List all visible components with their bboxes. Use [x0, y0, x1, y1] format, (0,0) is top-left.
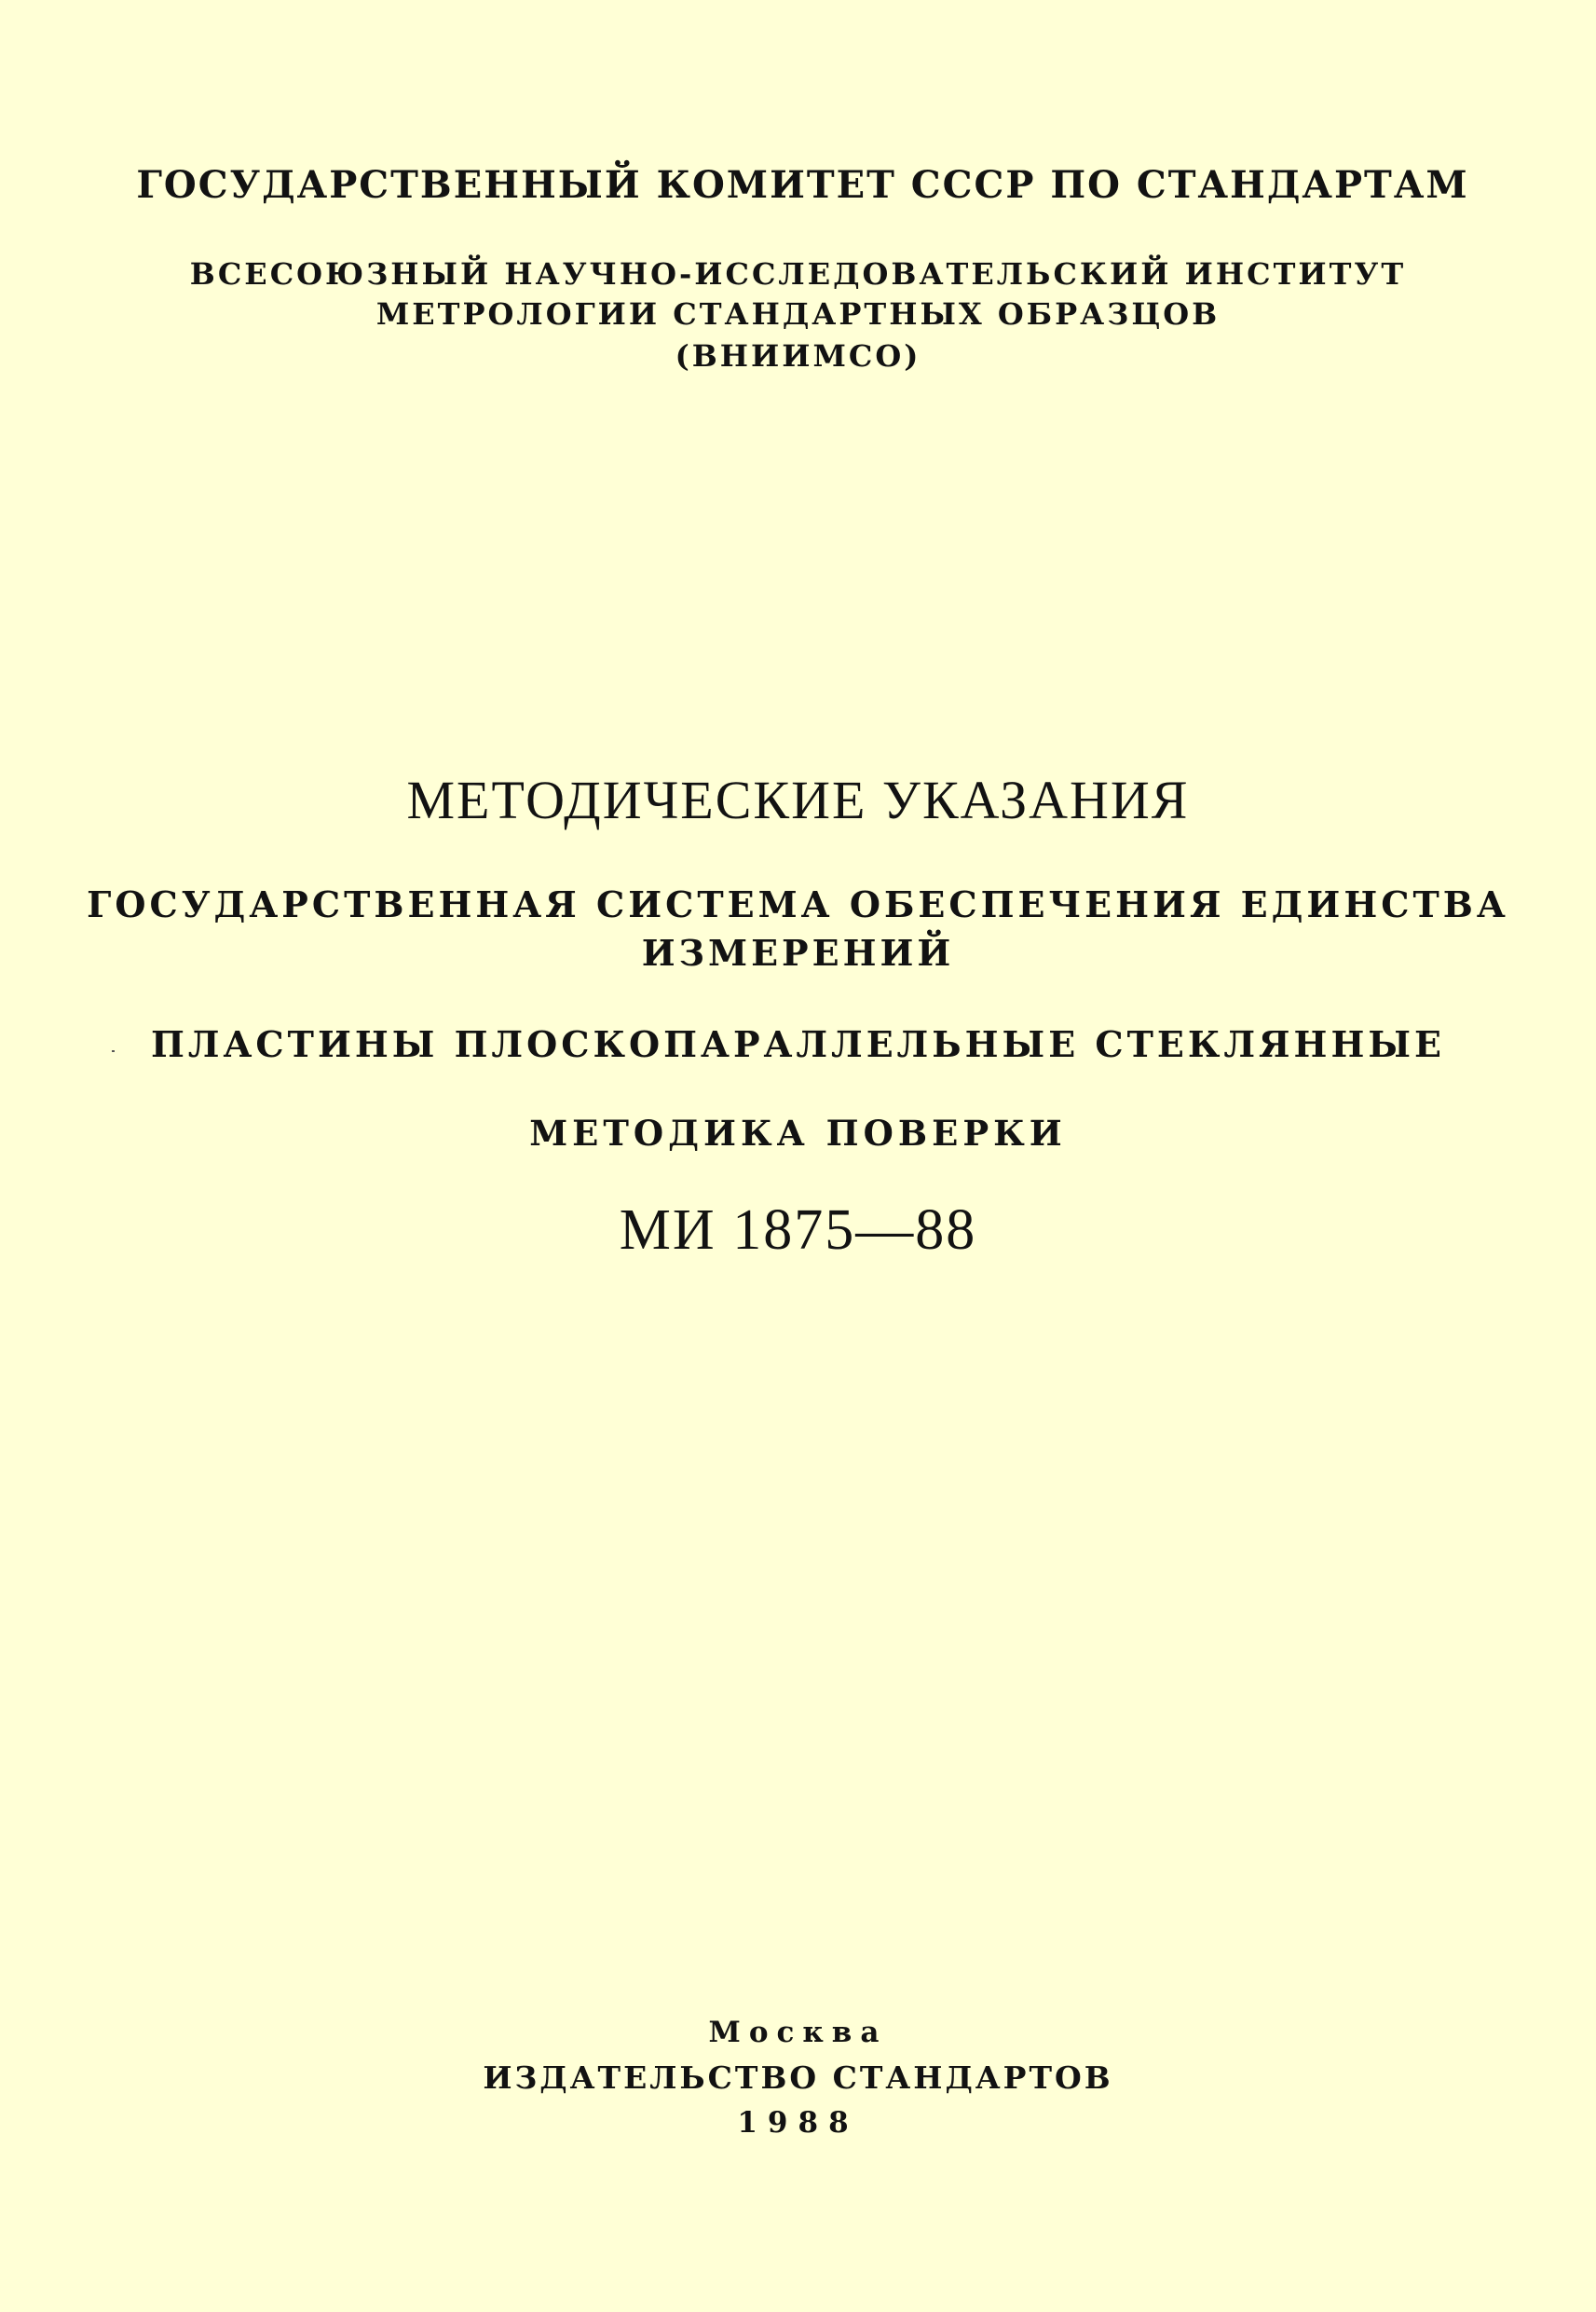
institute-name-line2: МЕТРОЛОГИИ СТАНДАРТНЫХ ОБРАЗЦОВ [375, 296, 1221, 332]
system-title-line2: ИЗМЕРЕНИЙ [641, 932, 955, 974]
print-speck [112, 1050, 115, 1052]
imprint-year: 1988 [737, 2106, 859, 2140]
imprint-city: Москва [708, 2016, 888, 2049]
institute-name-line1: ВСЕСОЮЗНЫЙ НАУЧНО-ИССЛЕДОВАТЕЛЬСКИЙ ИНСТИТУТ [189, 256, 1407, 292]
document-method: МЕТОДИКА ПОВЕРКИ [529, 1113, 1067, 1154]
institute-abbreviation: (ВНИИМСО) [675, 338, 921, 374]
document-subject: ПЛАСТИНЫ ПЛОСКОПАРАЛЛЕЛЬНЫЕ СТЕКЛЯННЫЕ [150, 1023, 1445, 1065]
imprint-publisher: ИЗДАТЕЛЬСТВО СТАНДАРТОВ [483, 2059, 1113, 2096]
document-type-title: МЕТОДИЧЕСКИЕ УКАЗАНИЯ [406, 770, 1190, 830]
committee-name: ГОСУДАРСТВЕННЫЙ КОМИТЕТ СССР ПО СТАНДАРТАМ [136, 163, 1469, 207]
system-title-line1: ГОСУДАРСТВЕННАЯ СИСТЕМА ОБЕСПЕЧЕНИЯ ЕДИНСТВА [87, 883, 1509, 925]
document-number: МИ 1875—88 [619, 1198, 977, 1262]
